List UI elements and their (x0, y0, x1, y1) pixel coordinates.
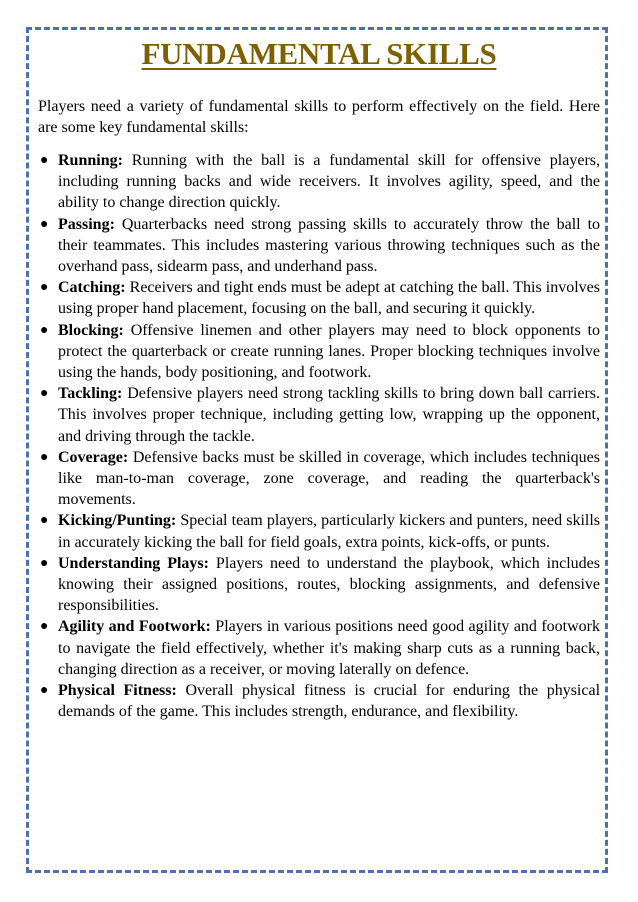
skill-text: Running with the ball is a fundamental skill for offensive players, including running backs and wide receivers. It involves agility, speed, and the ability to change direction quickly. (58, 152, 600, 212)
skill-term: Catching: (58, 279, 126, 297)
skill-term: Kicking/Punting: (58, 512, 177, 530)
skill-term: Tackling: (58, 385, 123, 403)
skill-text: Offensive linemen and other players may need to block opponents to protect the quarterback or create running lanes. Proper blocking techniques involve using the hands, body positioning, and footwork. (58, 321, 600, 382)
skill-term: Running: (58, 152, 123, 169)
bullet-icon: ● (40, 555, 49, 571)
bullet-icon: ● (40, 153, 49, 168)
intro-paragraph: Players need a variety of fundamental skills to perform effectively on the field. Here are some key fundamental skills: (38, 98, 600, 136)
skill-text: Players in various positions need good agility and footwork to navigate the field effectively, whether it's making sharp cuts as a running back, changing direction as a receiver, or moving laterally on defence. (58, 618, 601, 678)
bullet-icon: ● (40, 449, 49, 465)
skill-text: Quarterbacks need strong passing skills to accurately throw the ball to their teammates. This includes mastering various throwing techniques such as the overhand pass, sidearm pass, and underhand pass. (58, 215, 601, 276)
list-item-catching (38, 277, 600, 319)
bullet-icon: ● (40, 513, 49, 529)
skills-list (38, 150, 600, 722)
list-item-coverage (38, 447, 600, 511)
bullet-icon: ● (40, 683, 49, 699)
bullet-icon: ● (40, 386, 49, 402)
bullet-icon: ● (40, 280, 49, 296)
list-item-kicking-punting (38, 510, 600, 552)
bullet-icon: ● (40, 619, 49, 635)
skill-text: Players need to understand the playbook, which includes knowing their assigned positions, routes, blocking assignments, and defensive responsibilities. (58, 554, 601, 615)
skill-term: Coverage: (58, 448, 129, 466)
list-item-passing (38, 214, 600, 278)
list-item-physical-fitness (38, 680, 600, 722)
skill-term: Understanding Plays: (58, 554, 209, 572)
bullet-icon: ● (40, 216, 49, 232)
list-item-blocking (38, 320, 600, 384)
skill-term: Blocking: (58, 321, 124, 339)
list-item-tackling (38, 383, 600, 447)
page-title: FUNDAMENTAL SKILLS (141, 36, 497, 71)
list-item-understanding-plays (38, 553, 600, 617)
list-item-running (38, 150, 600, 214)
list-item-agility-footwork (38, 616, 600, 680)
skill-text: Special team players, particularly kickers and punters, need skills in accurately kicking the ball for field goals, extra points, kick-offs, or punts. (58, 512, 601, 551)
skill-text: Overall physical fitness is crucial for enduring the physical demands of the game. This includes strength, endurance, and flexibility. (58, 682, 601, 721)
skill-text: Defensive backs must be skilled in coverage, which includes techniques like man-to-man coverage, zone coverage, and reading the quarterback's movements. (58, 448, 601, 509)
skill-term: Agility and Footwork: (58, 618, 211, 636)
skill-text: Defensive players need strong tackling skills to bring down ball carriers. This involves proper technique, including getting low, wrapping up the opponent, and driving through the tackle. (58, 385, 601, 445)
skill-term: Passing: (58, 215, 115, 233)
skill-term: Physical Fitness: (58, 682, 177, 700)
bullet-icon: ● (40, 322, 49, 338)
skill-text: Receivers and tight ends must be adept at catching the ball. This involves using proper hand placement, focusing on the ball, and securing it quickly. (58, 279, 601, 318)
